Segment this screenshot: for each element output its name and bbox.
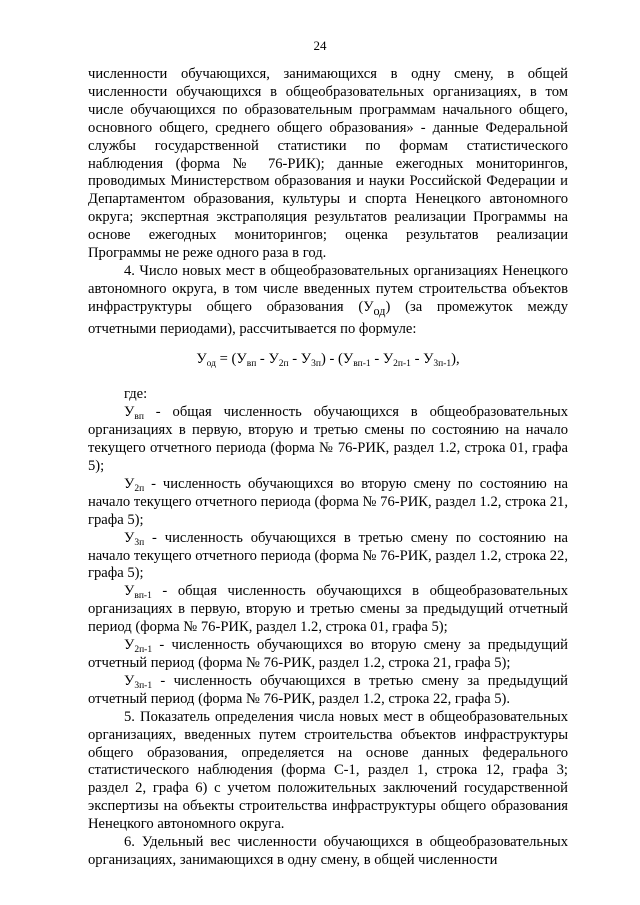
definition-symbol: У [124,637,135,654]
formula-subscript: од [206,358,216,369]
definition-subscript: 3п [134,537,145,548]
formula-text: - У [256,350,279,367]
formula-subscript: 3п [311,358,321,369]
definition-subscript: 2п-1 [134,645,153,656]
definition-item [88,637,568,673]
formula-text: ), [451,350,460,367]
paragraph-intro: численности обучающихся, занимающихся в одну смену, в общей численности обучающихся в общеобразовательных организациях, в том числе обучающихся по образовательным программам начального общего, основного общего, среднего общего образования» - данные Федеральной службы государственной статистики по формам статистического наблюдения (форма № 76-РИК); данные ежегодных мониторингов, проводимых Министерством образования и науки Российской Федерации и Департаментом образования, культуры и спорта Ненецкого автономного округа; экспертная экстраполяция результатов реализации Программы на основе ежегодных мониторингов; оценка результатов реализации Программы не реже одного раза в год. [88,66,568,262]
definition-item [88,673,568,709]
formula-text: - У [410,350,434,367]
formula-subscript: 3п-1 [433,358,452,369]
definition-text: - общая численность обучающихся в общеобразовательных организациях в первую, вторую и третью смены по состоянию на начало текущего отчетного периода (форма № 76-РИК, раздел 1.2, строка 01, графа 5); [88,404,568,475]
paragraph-4-subscript: од [373,303,386,318]
definition-item [88,583,568,637]
page-number: 24 [313,38,327,53]
paragraph-5: 5. Показатель определения числа новых мест в общеобразовательных организациях, введенных путем строительства объектов инфраструктуры общего образования, определяется на основе данных федерального статистического наблюдения (форма С-1, раздел 1, строка 12, графа 3; раздел 2, графа 6) с учетом положительных заключений государственной экспертизы на объекты строительства инфраструктуры общего образования Ненецкого автономного округа. [88,708,568,833]
paragraph-6: 6. Удельный вес численности обучающихся в общеобразовательных организациях, занимающихся в одну смену, в общей численности [88,834,568,868]
formula-symbol: У [196,350,207,367]
formula [88,351,568,369]
definition-symbol: У [124,404,135,421]
definition-subscript: 3п-1 [134,680,153,691]
definition-symbol: У [124,529,135,546]
formula-text: ) - (У [320,350,354,367]
definition-subscript: вп [134,412,144,423]
formula-subscript: 2п [278,358,289,369]
definition-text: - численность обучающихся во вторую смену за предыдущий отчетный период (форма № 76-РИК, раздел 1.2, строка 21, графа 5); [88,637,568,671]
definition-item [88,530,568,584]
formula-subscript: 2п-1 [393,358,411,369]
formula-text: - У [370,350,394,367]
formula-subscript: вп [246,358,257,369]
definition-text: - численность обучающихся во вторую смену по состоянию на начало текущего отчетного периода (форма № 76-РИК, раздел 1.2, строка 21, графа 5); [88,475,568,528]
paragraph-4 [88,263,568,339]
definition-text: - численность обучающихся в третью смену по состоянию на начало текущего отчетного периода (форма № 76-РИК, раздел 1.2, строка 22, графа 5); [88,529,568,582]
definition-item [88,404,568,476]
definition-text: - численность обучающихся в третью смену за предыдущий отчетный период (форма № 76-РИК, раздел 1.2, строка 22, графа 5). [88,672,568,707]
formula-subscript: вп-1 [353,358,371,369]
definition-subscript: вп-1 [134,591,152,602]
definition-symbol: У [124,672,135,689]
formula-text: = (У [215,350,247,367]
definition-symbol: У [124,583,135,600]
definition-text: - общая численность обучающихся в общеобразовательных организациях в первую, вторую и третью смены за предыдущий отчетный период (форма № 76-РИК, раздел 1.2, строка 01, графа 5); [88,583,568,636]
paragraph-4-text-a: 4. Число новых мест в общеобразовательных организациях Ненецкого автономного округа, в том числе введенных путем строительства объектов инфраструктуры общего образования (У [88,262,568,315]
page-body [88,66,568,870]
definition-symbol: У [124,475,135,492]
definition-subscript: 2п [134,483,145,494]
where-label: где: [124,386,148,403]
formula-text: - У [288,350,312,367]
definition-item [88,476,568,530]
paragraph-4-text-b: ) (за промежуток между отчетными периодами), рассчитывается по формуле: [88,298,568,337]
